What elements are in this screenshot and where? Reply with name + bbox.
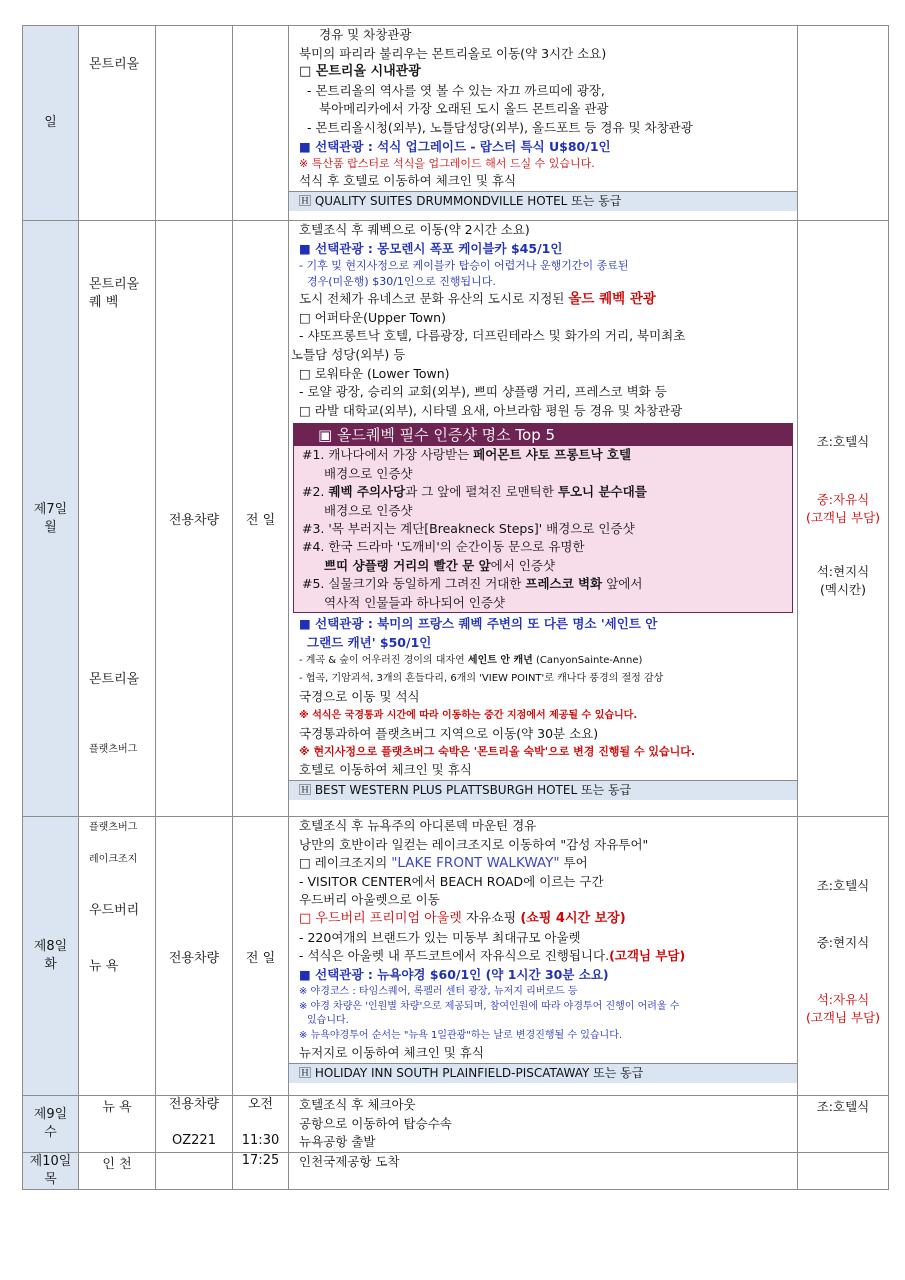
day7-meal-lunch-note: (고객님 부담): [805, 510, 881, 525]
day8-meal-dinner-note: (고객님 부담): [805, 1010, 881, 1025]
day9-line: 공항으로 이동하여 탑승수속: [299, 1115, 452, 1131]
day10-day-cell: [23, 1152, 79, 1189]
day6-schedule-cell: [289, 26, 798, 221]
day10-line: 인천국제공항 도착: [299, 1153, 400, 1169]
day7-place-montreal: 몬트리올: [89, 277, 140, 292]
day6-line: - 몬트리올의 역사를 엿 볼 수 있는 자끄 까르띠에 광장,: [307, 82, 605, 98]
day8-line: 뉴저지로 이동하여 체크인 및 휴식: [299, 1045, 484, 1061]
day8-line: 자유쇼핑: [461, 910, 521, 926]
day8-place-woodbury: 우드버리: [89, 903, 140, 918]
day7-meal-lunch: 중:자유식: [816, 492, 870, 507]
day8-hotel: 🄷 HOLIDAY INN SOUTH PLAINFIELD-PISCATAWAY 또는 동급: [289, 1063, 797, 1083]
top5-item-bold: 퀘벡 주의사당: [328, 484, 406, 500]
day6-line: 북아메리카에서 가장 오래된 도시 올드 몬트리올 관광: [319, 101, 609, 117]
day8-outlet-highlight: □ 우드버리 프리미엄 아울렛: [299, 910, 462, 926]
top5-item-bold: 프레스코 벽화: [525, 576, 603, 592]
day7-optional-tour-canyon-2: 그랜드 캐년' $50/1인: [307, 634, 432, 650]
day9-weekday: 수: [44, 1124, 57, 1140]
day6-section-title: □ 몬트리올 시내관광: [299, 64, 421, 80]
day7-row: [23, 221, 889, 817]
day7-meal-breakfast: 조:호텔식: [816, 434, 870, 449]
top5-item-text: 역사적 인물들과 하나되어 인증샷: [324, 594, 505, 610]
day8-time: 전 일: [245, 950, 276, 966]
day7-optional-tour-canyon: ■ 선택관광 : 북미의 프랑스 퀘벡 주변의 또 다른 명소 '세인트 안: [299, 616, 658, 631]
day7-place-plattsburgh: 플랫츠버그: [89, 744, 138, 755]
day10-day: 제10일: [29, 1153, 72, 1169]
day7-time-cell: [233, 221, 289, 817]
top5-item-text: 에서 인증샷: [490, 557, 556, 573]
day8-schedule-cell: [289, 817, 798, 1096]
day10-time-arrival: 17:25: [241, 1152, 280, 1168]
day8-weekday: 화: [44, 957, 57, 972]
day7-old-quebec-highlight: 올드 퀘벡 관광: [568, 291, 656, 308]
day6-hotel: 🄷 QUALITY SUITES DRUMMONDVILLE HOTEL 또는 동급: [289, 191, 797, 211]
day7-note: - 협곡, 기암괴석, 3개의 흔들다리, 6개의 'VIEW POINT'로 캐나다 풍경의 절정 감상: [299, 673, 664, 685]
day7-place-montreal-2: 몬트리올: [89, 672, 140, 687]
day6-line: 북미의 파리라 불리우는 몬트리올로 이동(약 3시간 소요): [299, 45, 607, 61]
day7-line: 노틀담 성당(외부) 등: [291, 346, 406, 362]
day7-meal-dinner-note: (멕시칸): [820, 582, 866, 597]
day7-line: - 로얄 광장, 승리의 교회(외부), 쁘띠 샹플랭 거리, 프레스코 벽화 등: [299, 384, 667, 400]
top5-item-text: #1. 캐나다에서 가장 사랑받는: [302, 447, 474, 463]
day10-place: 인 천: [102, 1156, 132, 1172]
day8-line: 투어: [559, 855, 588, 871]
day7-day: 제7일: [33, 501, 68, 517]
top5-item-bold: 투오니 분수대를: [557, 484, 647, 500]
day7-line: 국경으로 이동 및 석식: [299, 689, 420, 705]
top5-item-text: #2.: [302, 484, 329, 500]
day9-day: 제9일: [33, 1106, 68, 1122]
old-quebec-top5-box: [293, 423, 793, 613]
top5-item-text: 앞에서: [602, 576, 643, 592]
day10-row: [23, 1152, 889, 1189]
day9-row: [23, 1096, 889, 1153]
day8-optional-tour: ■ 선택관광 : 뉴욕야경 $60/1인 (약 1시간 30분 소요): [299, 966, 609, 982]
top5-item-text: 배경으로 인증샷: [324, 502, 413, 518]
day7-line: □ 라발 대학교(외부), 시타델 요새, 아브라함 평원 등 경유 및 차창관광: [299, 402, 683, 418]
day6-line: 경유 및 차창관광: [319, 27, 412, 42]
day10-meal-cell: [798, 1152, 889, 1189]
day7-place-quebec: 퀘 벡: [89, 295, 119, 310]
day6-transport-cell: [156, 26, 233, 221]
day7-line: 도시 전체가 유네스코 문화 유산의 도시로 지정된: [299, 291, 565, 307]
top5-item-text: 배경으로 인증샷: [324, 465, 413, 481]
day6-line: 석식 후 호텔로 이동하여 체크인 및 휴식: [299, 173, 517, 189]
day7-line: 국경통과하여 플랫츠버그 지역으로 이동(약 30분 소요): [299, 725, 599, 741]
day10-time-cell: [233, 1152, 289, 1189]
day7-note: - 기후 및 현지사정으로 케이블카 탑승이 어렵거나 운행기간이 종료된: [299, 259, 629, 273]
day8-day: 제8일: [33, 939, 68, 954]
day6-place: 몬트리올: [89, 57, 140, 72]
day9-time-cell: [233, 1096, 289, 1153]
day8-line: - 석식은 아울렛 내 푸드코트에서 자유식으로 진행됩니다.: [299, 948, 610, 964]
day6-optional-tour: ■ 선택관광 : 석식 업그레이드 - 랍스터 특식 U$80/1인: [299, 138, 611, 154]
top5-title: ▣ 올드퀘벡 필수 인증샷 명소 Top 5: [294, 424, 792, 446]
day8-meal-lunch: 중:현지식: [816, 935, 870, 950]
day9-place-cell: [79, 1096, 156, 1153]
top5-item-text: #4. 한국 드라마 '도깨비'의 순간이동 문으로 유명한: [302, 539, 585, 555]
day8-line: - 220여개의 브랜드가 있는 미동부 최대규모 아울렛: [299, 929, 581, 945]
day8-line: - VISITOR CENTER에서 BEACH ROAD에 이르는 구간: [299, 873, 604, 889]
day8-note: ※ 야경코스 : 타임스퀘어, 록펠러 센터 광장, 뉴저지 리버로드 등: [299, 986, 578, 998]
day6-note: ※ 특산품 랍스터로 석식을 업그레이드 해서 드실 수 있습니다.: [299, 157, 595, 171]
day7-line: - 샤또프롱트낙 호텔, 다름광장, 더프린테라스 및 화가의 거리, 북미최초: [299, 328, 686, 344]
day7-line: □ 로워타운 (Lower Town): [299, 365, 450, 381]
day8-note: 있습니다.: [307, 1015, 349, 1027]
day6-weekday: 일: [44, 115, 57, 130]
day6-place-cell: [79, 26, 156, 221]
day10-weekday: 목: [44, 1171, 57, 1187]
day7-note: (CanyonSainte-Anne): [532, 655, 643, 667]
day8-day-cell: [23, 817, 79, 1096]
day9-transport: 전용차량: [168, 1097, 220, 1112]
day7-line: 호텔로 이동하여 체크인 및 휴식: [299, 762, 472, 778]
day7-transport: 전용차량: [168, 513, 220, 528]
day8-meal-dinner: 석:자유식: [816, 992, 870, 1007]
day7-place-cell: [79, 221, 156, 817]
day7-hotel: 🄷 BEST WESTERN PLUS PLATTSBURGH HOTEL 또는 동급: [289, 780, 797, 800]
day9-time-departure: 11:30: [241, 1133, 280, 1148]
day8-note: ※ 야경 차량은 '인원별 차량'으로 제공되며, 참여인원에 따라 야경투어 진행이 어려울 수: [299, 1001, 680, 1013]
day8-row: [23, 817, 889, 1096]
day6-row: [23, 26, 889, 221]
itinerary-table: [22, 25, 889, 1190]
day7-time: 전 일: [245, 513, 276, 528]
day8-time-cell: [233, 817, 289, 1096]
day9-day-cell: [23, 1096, 79, 1153]
day9-schedule-cell: [289, 1096, 798, 1153]
day7-day-cell: [23, 221, 79, 817]
day7-meal-dinner: 석:현지식: [816, 564, 870, 579]
day8-meal-breakfast: 조:호텔식: [816, 878, 870, 893]
day6-meal-cell: [798, 26, 889, 221]
day8-meal-cell: [798, 817, 889, 1096]
day9-line: 호텔조식 후 체크아웃: [299, 1097, 416, 1112]
day7-transport-cell: [156, 221, 233, 817]
day6-day-cell: [23, 26, 79, 221]
day9-transport-cell: [156, 1096, 233, 1153]
day7-optional-tour-cablecar: ■ 선택관광 : 몽모렌시 폭포 케이블카 $45/1인: [299, 240, 563, 256]
day6-time-cell: [233, 26, 289, 221]
day9-flight-number: OZ221: [172, 1133, 216, 1148]
day7-dinner-note: ※ 석식은 국경통과 시간에 따라 이동하는 중간 지점에서 제공될 수 있습니다.: [299, 709, 638, 721]
day9-time-morning: 오전: [247, 1097, 274, 1112]
day9-line: 뉴욕공항 출발: [299, 1134, 376, 1150]
day8-note: ※ 뉴욕야경투어 순서는 "뉴욕 1일관광"하는 날로 변경진행될 수 있습니다.: [299, 1030, 623, 1042]
top5-list: [294, 446, 792, 612]
day8-line: 우드버리 아울렛으로 이동: [299, 892, 440, 908]
day8-shopping-guarantee: (쇼핑 4시간 보장): [520, 910, 626, 926]
day7-note: 경우(미운행) $30/1인으로 진행됩니다.: [307, 275, 496, 289]
day7-line: □ 어퍼타운(Upper Town): [299, 309, 446, 325]
top5-item-bold: 페어몬트 샤토 프롱트낙 호텔: [473, 447, 632, 463]
day8-transport: 전용차량: [168, 950, 220, 966]
day8-line: 낭만의 호반이라 일컫는 레이크조지로 이동하여 "감성 자유투어": [299, 836, 649, 852]
day9-meal-cell: [798, 1096, 889, 1153]
day8-lakefront-highlight: "LAKE FRONT WALKWAY": [391, 855, 560, 872]
day9-meal-breakfast: 조:호텔식: [816, 1099, 870, 1114]
day8-customer-pay: (고객님 부담): [609, 948, 686, 964]
day7-meal-cell: [798, 221, 889, 817]
day10-schedule-cell: [289, 1152, 798, 1189]
day7-note: - 계곡 & 숲이 어우러진 경이의 대자연: [299, 655, 468, 667]
top5-item-text: #3. '목 부러지는 계단[Breakneck Steps]' 배경으로 인증샷: [302, 520, 635, 536]
day8-place-plattsburgh: 플랫츠버그: [89, 822, 138, 833]
day7-lodging-note: ※ 현지사정으로 플랫츠버그 숙박은 '몬트리올 숙박'으로 변경 진행될 수 있습니다.: [299, 745, 696, 759]
day7-note-bold: 세인트 안 캐년: [467, 655, 533, 667]
top5-item-bold: 쁘띠 샹플랭 거리의 빨간 문 앞: [324, 557, 491, 573]
day9-place: 뉴 욕: [102, 1100, 132, 1115]
day7-line: 호텔조식 후 퀘벡으로 이동(약 2시간 소요): [299, 222, 530, 237]
day8-line: □ 레이크조지의: [299, 855, 392, 871]
top5-item-text: 과 그 앞에 펼쳐진 로맨틱한: [405, 484, 558, 500]
day7-schedule-cell: [289, 221, 798, 817]
day6-line: - 몬트리올시청(외부), 노틀담성당(외부), 올드포트 등 경유 및 차창관광: [307, 119, 693, 135]
day7-weekday: 월: [44, 519, 57, 535]
day10-place-cell: [79, 1152, 156, 1189]
day10-transport-cell: [156, 1152, 233, 1189]
day8-transport-cell: [156, 817, 233, 1096]
top5-item-text: #5. 실물크기와 동일하게 그려진 거대한: [302, 576, 526, 592]
day8-line: 호텔조식 후 뉴욕주의 아디론덱 마운틴 경유: [299, 818, 537, 833]
day8-place-lakegeorge: 레이크조지: [89, 854, 138, 865]
day8-place-cell: [79, 817, 156, 1096]
day8-place-newyork: 뉴 욕: [89, 959, 119, 974]
